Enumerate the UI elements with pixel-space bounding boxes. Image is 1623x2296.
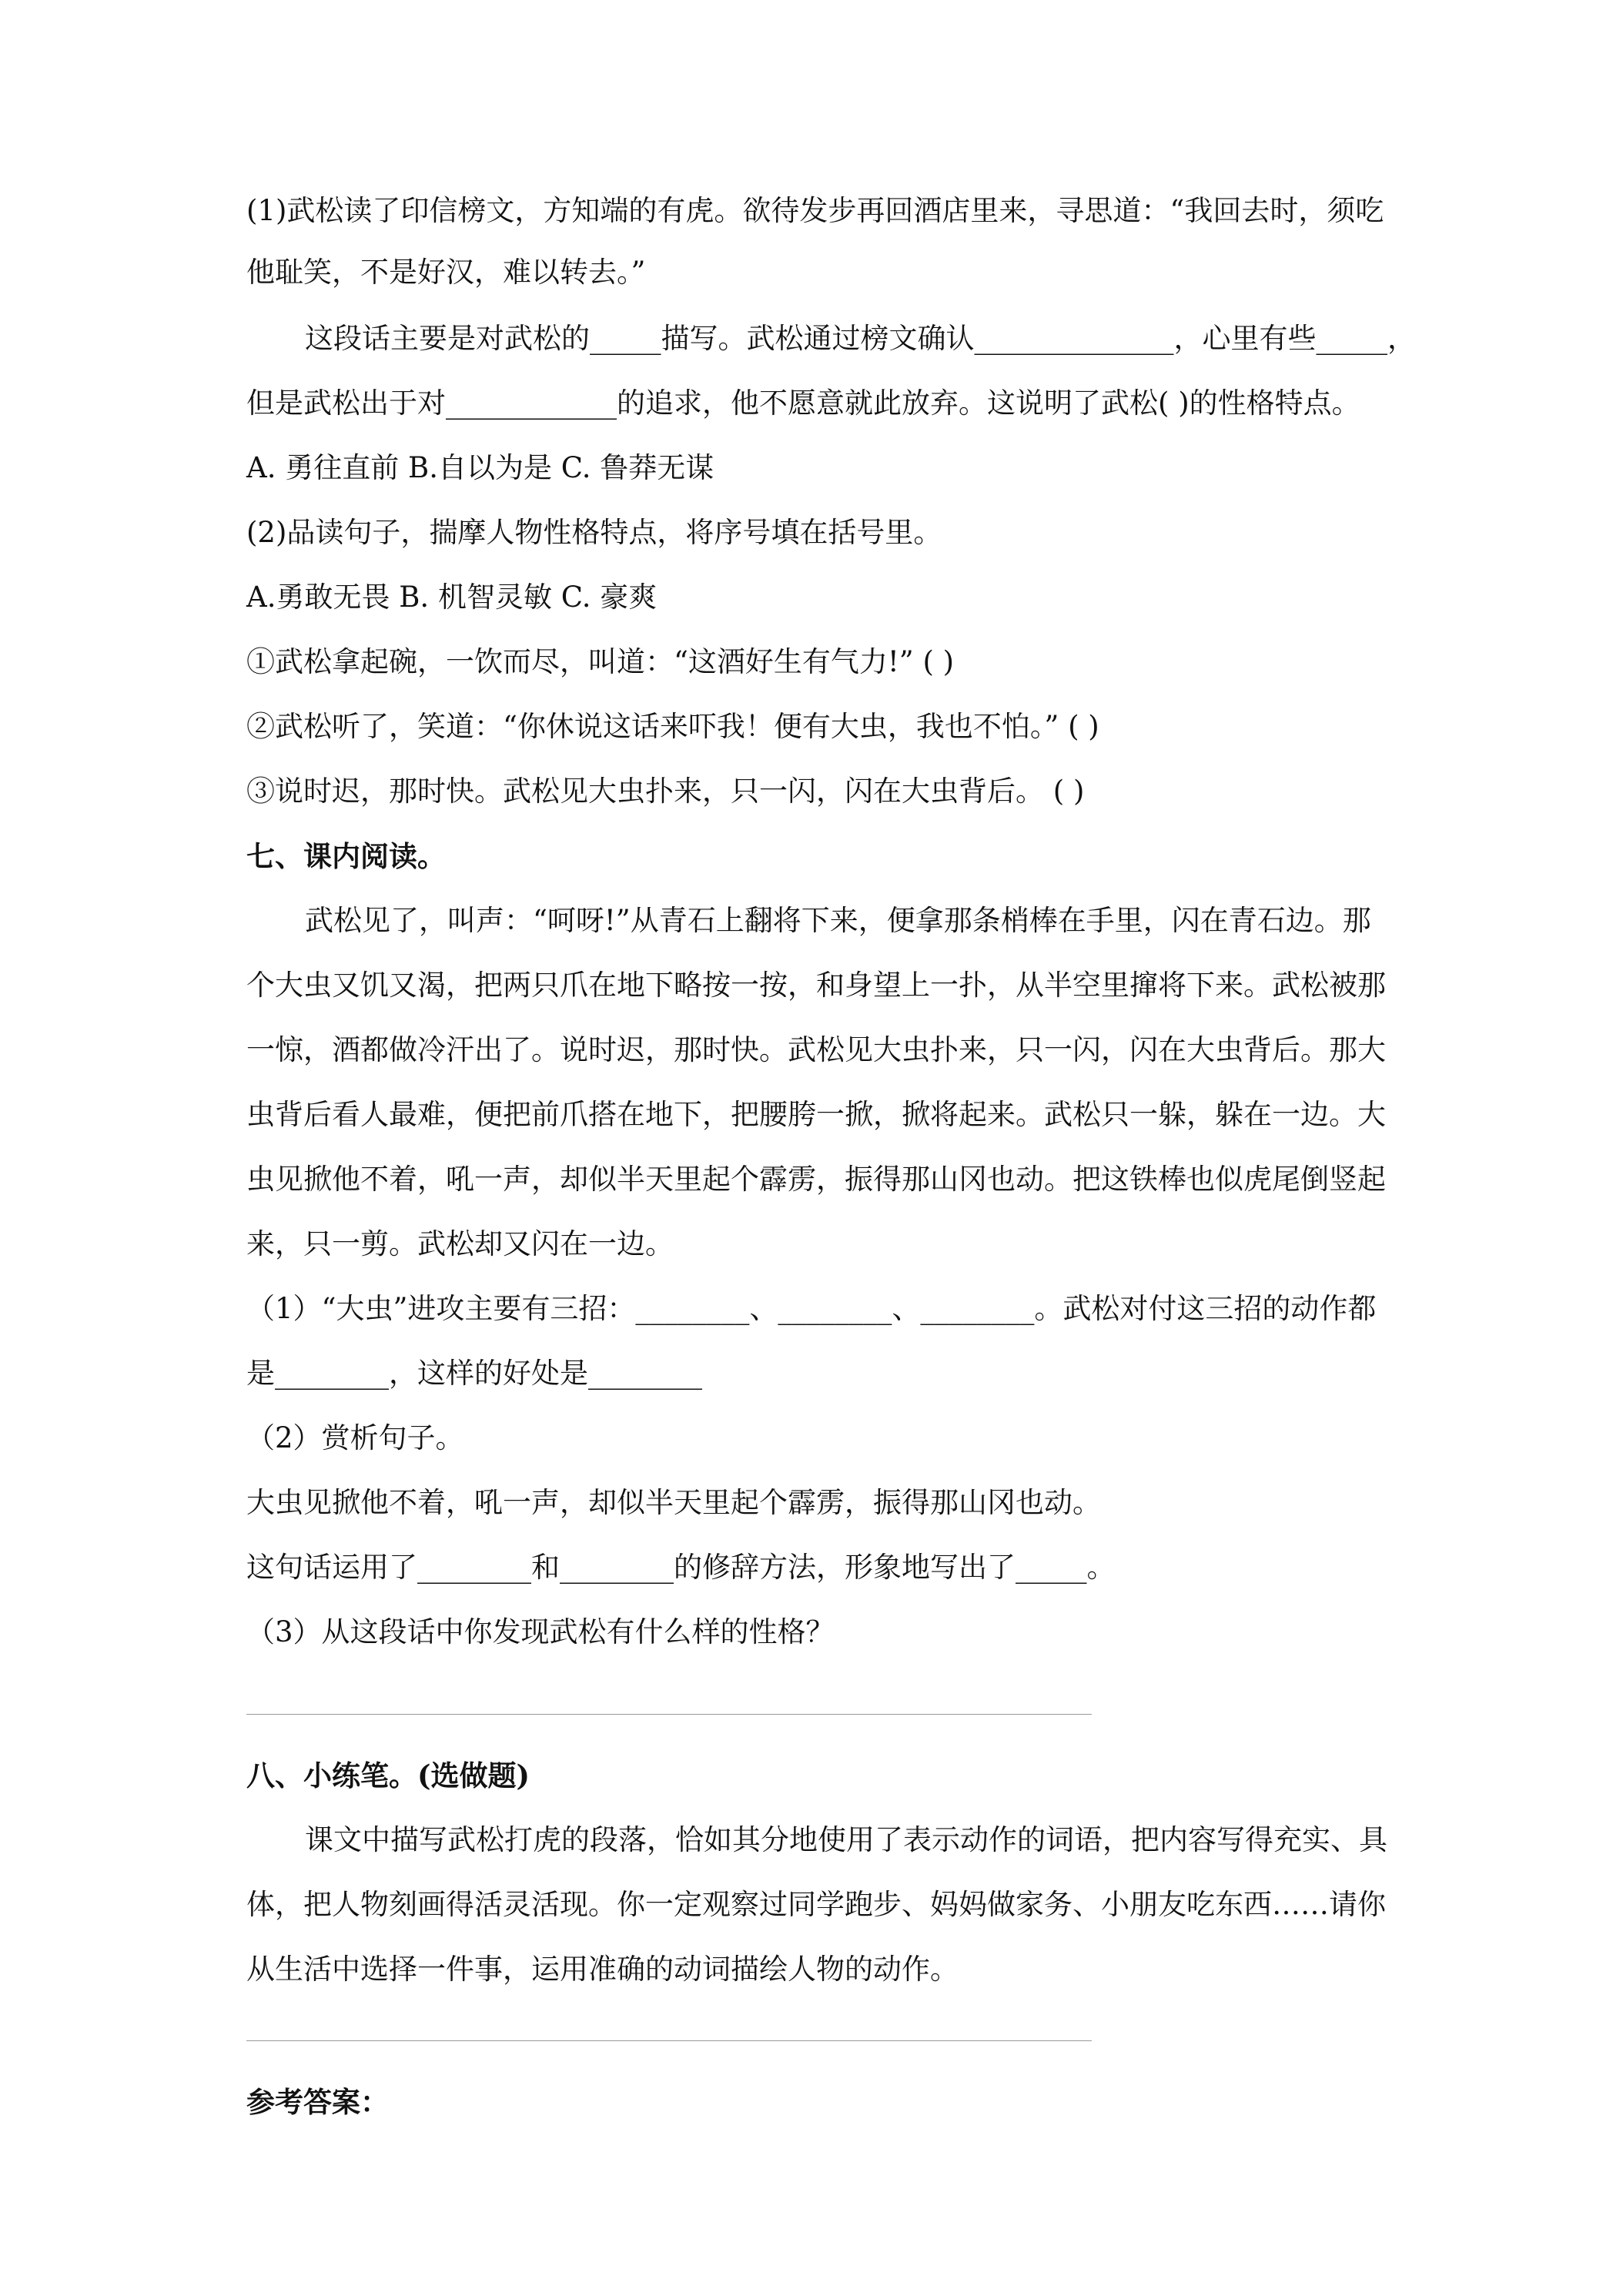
q1-blank-line2: 但是武松出于对____________的追求，他不愿意就此放弃。这说明了武松( )的性格特点。 (246, 387, 1360, 420)
q2-sentence-2: ②武松听了，笑道：“你休说这话来吓我！便有大虫，我也不怕。” ( ) (246, 710, 1099, 743)
reading-passage-line1: 武松见了，叫声：“呵呀!”从青石上翻将下来，便拿那条梢棒在手里，闪在青石边。那 (305, 904, 1371, 937)
q2-sentence-1: ①武松拿起碗，一饮而尽，叫道：“这酒好生有气力!” ( ) (246, 645, 955, 678)
q2-prompt: (2)品读句子，揣摩人物性格特点，将序号填在括号里。 (246, 516, 942, 549)
answer-line-1 (246, 1714, 1092, 1715)
reading-passage-line6: 来，只一剪。武松却又闪在一边。 (246, 1227, 674, 1260)
q1-options: A. 勇往直前 B.自以为是 C. 鲁莽无谋 (246, 451, 714, 484)
q1-passage-line1: (1)武松读了印信榜文，方知端的有虎。欲待发步再回酒店里来，寻思道：“我回去时，须吃 (246, 194, 1384, 227)
reference-answers-heading: 参考答案： (246, 2085, 389, 2119)
reading-passage-line2: 个大虫又饥又渴，把两只爪在地下略按一按，和身望上一扑，从半空里撺将下来。武松被那 (246, 969, 1386, 1002)
section-eight-heading: 八、小练笔。(选做题) (246, 1759, 530, 1792)
writing-prompt-line1: 课文中描写武松打虎的段落，恰如其分地使用了表示动作的词语，把内容写得充实、具 (305, 1823, 1387, 1856)
reading-q2-prompt: （2）赏析句子。 (246, 1421, 464, 1454)
reading-passage-line4: 虫背后看人最难，便把前爪搭在地下，把腰胯一掀，掀将起来。武松只一躲，躲在一边。大 (246, 1098, 1386, 1131)
reading-q3-prompt: （3）从这段话中你发现武松有什么样的性格？ (246, 1615, 835, 1648)
answer-line-2 (246, 2040, 1092, 2041)
q2-options: A.勇敢无畏 B. 机智灵敏 C. 豪爽 (246, 581, 658, 614)
reading-passage-line3: 一惊，酒都做冷汗出了。说时迟，那时快。武松见大虫扑来，只一闪，闪在大虫背后。那大 (246, 1033, 1386, 1066)
reading-q2-blank: 这句话运用了________和________的修辞方法，形象地写出了_____。 (246, 1551, 1116, 1584)
q1-blank-line1: 这段话主要是对武松的_____描写。武松通过榜文确认______________，心里有些_____， (305, 322, 1416, 355)
reading-q2-sentence: 大虫见掀他不着，吼一声，却似半天里起个霹雳，振得那山冈也动。 (246, 1486, 1101, 1519)
reading-q1-line2: 是________，这样的好处是________ (246, 1357, 702, 1390)
reading-q1-line1: （1）“大虫”进攻主要有三招：________、________、________。武松对付这三招的动作都 (246, 1292, 1377, 1325)
writing-prompt-line3: 从生活中选择一件事，运用准确的动词描绘人物的动作。 (246, 1953, 959, 1986)
writing-prompt-line2: 体，把人物刻画得活灵活现。你一定观察过同学跑步、妈妈做家务、小朋友吃东西……请你 (246, 1888, 1386, 1921)
reading-passage-line5: 虫见掀他不着，吼一声，却似半天里起个霹雳，振得那山冈也动。把这铁棒也似虎尾倒竖起 (246, 1163, 1386, 1196)
q2-sentence-3: ③说时迟，那时快。武松见大虫扑来，只一闪，闪在大虫背后。 ( ) (246, 775, 1085, 808)
section-seven-heading: 七、课内阅读。 (246, 839, 446, 873)
q1-passage-line2: 他耻笑，不是好汉，难以转去。” (246, 256, 646, 289)
